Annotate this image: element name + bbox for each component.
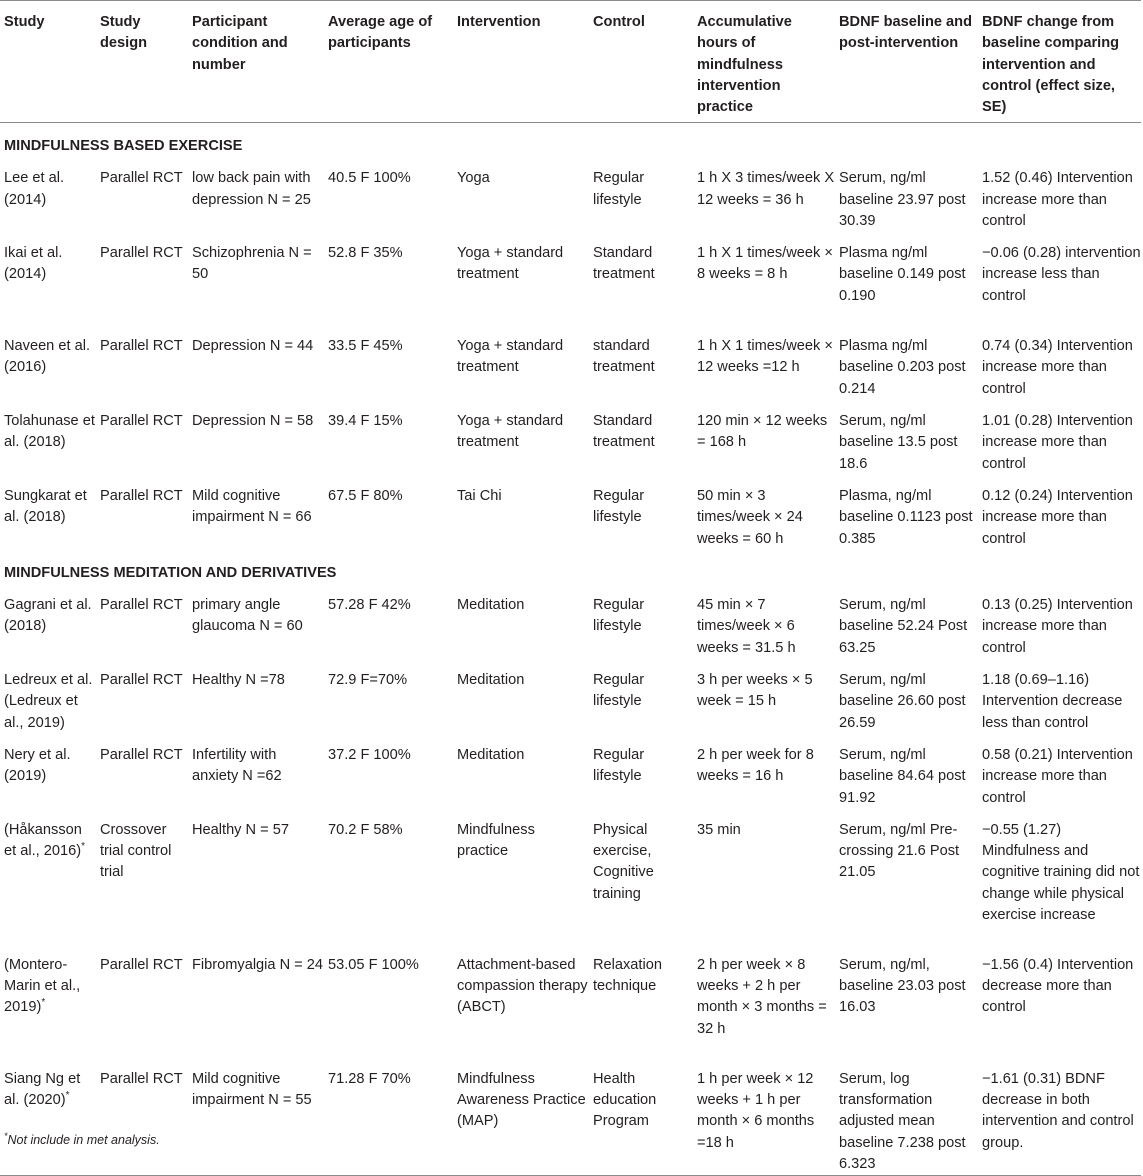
cell-study: Naveen et al. (2016) xyxy=(4,338,90,376)
cell-bdnf-change: 1.01 (0.28) Intervention increase more than control xyxy=(982,413,1133,472)
cell-control: Physical exercise, Cognitive training xyxy=(593,821,654,902)
table-section xyxy=(0,550,1141,1176)
cell-accumulative-hours: 1 h X 3 times/week X 12 weeks = 36 h xyxy=(697,170,835,208)
cell-study: Ledreux et al. (Ledreux et al., 2019) xyxy=(4,672,93,731)
cell-participant-condition: Mild cognitive impairment N = 55 xyxy=(188,1058,324,1176)
cell-participant-condition: Depression N = 58 xyxy=(192,413,314,430)
column-header-intervention: Intervention xyxy=(453,1,589,123)
cell-intervention: Yoga + standard treatment xyxy=(457,245,564,283)
cell-accumulative-hours: 1 h X 1 times/week × 8 weeks = 8 h xyxy=(697,245,833,283)
cell-bdnf-baseline-post: Plasma ng/ml baseline 0.203 post 0.214 xyxy=(839,338,966,397)
table-header xyxy=(0,1,1141,123)
column-header-control: Control xyxy=(589,1,693,123)
cell-bdnf-change: 0.58 (0.21) Intervention increase more than control xyxy=(982,746,1133,806)
cell-study-design: Parallel RCT xyxy=(100,672,183,689)
section-heading-row xyxy=(0,550,1141,584)
cell-bdnf-baseline-post: Serum, ng/ml baseline 84.64 post 91.92 xyxy=(839,746,966,806)
cell-accumulative-hours: 1 h X 1 times/week × 12 weeks =12 h xyxy=(697,338,833,376)
table-row xyxy=(0,734,1141,809)
cell-average-age: 72.9 F=70% xyxy=(328,672,408,689)
cell-bdnf-change: 0.74 (0.34) Intervention increase more than control xyxy=(982,338,1133,397)
table-row xyxy=(0,157,1141,232)
cell-study-design: Parallel RCT xyxy=(100,597,183,614)
cell-intervention: Attachment-based compassion therapy (ABCT) xyxy=(457,956,588,1016)
cell-control: Standard treatment xyxy=(593,245,655,283)
section-heading: MINDFULNESS MEDITATION AND DERIVATIVES xyxy=(4,564,337,581)
table-row xyxy=(0,584,1141,659)
cell-participant-condition: primary angle glaucoma N = 60 xyxy=(192,597,303,635)
column-header-bdnf-baseline-post: BDNF baseline and post-intervention xyxy=(835,1,978,123)
cell-bdnf-baseline-post: Serum, ng/ml, baseline 23.03 post 16.03 xyxy=(839,956,966,1016)
cell-study: Gagrani et al. (2018) xyxy=(4,597,92,635)
cell-bdnf-baseline-post: Serum, ng/ml baseline 13.5 post 18.6 xyxy=(839,413,958,472)
cell-study-design: Parallel RCT xyxy=(96,1058,188,1176)
cell-accumulative-hours: 2 h per week × 8 weeks + 2 h per month × 3 months = 32 h xyxy=(697,956,827,1037)
cell-intervention: Tai Chi xyxy=(457,487,502,504)
cell-participant-condition: Schizophrenia N = 50 xyxy=(192,245,312,283)
column-header-average-age: Average age of participants xyxy=(324,1,453,123)
section-heading: MINDFULNESS BASED EXERCISE xyxy=(4,138,243,154)
cell-average-age: 71.28 F 70% xyxy=(324,1058,453,1176)
cell-accumulative-hours: 1 h per week × 12 weeks + 1 h per month × 6 months =18 h xyxy=(693,1058,835,1176)
cell-study: (Håkansson et al., 2016)* xyxy=(4,821,85,860)
cell-control: Regular lifestyle xyxy=(593,170,645,208)
cell-study-design: Crossover trial control trial xyxy=(100,821,172,881)
table-row xyxy=(0,944,1141,1058)
cell-study: Lee et al. (2014) xyxy=(4,170,65,208)
cell-participant-condition: Mild cognitive impairment N = 66 xyxy=(192,487,312,526)
table-row xyxy=(0,475,1141,550)
cell-study-design: Parallel RCT xyxy=(100,746,183,763)
column-header-accumulative-hours: Accumulative hours of mindfulness intervention practice xyxy=(693,1,835,123)
table-row xyxy=(0,659,1141,734)
cell-control: Relaxation technique xyxy=(593,956,662,995)
cell-participant-condition: low back pain with depression N = 25 xyxy=(192,170,311,208)
table-row xyxy=(0,1058,1141,1176)
cell-control: Health education Program xyxy=(589,1058,693,1176)
cell-bdnf-change: −1.61 (0.31) BDNF decrease in both intervention and control group. xyxy=(978,1058,1141,1176)
cell-bdnf-change: 0.12 (0.24) Intervention increase more than control xyxy=(982,487,1133,547)
section-heading-row xyxy=(0,123,1141,158)
cell-intervention: Mindfulness practice xyxy=(457,821,535,860)
cell-participant-condition: Infertility with anxiety N =62 xyxy=(192,746,282,785)
cell-participant-condition: Fibromyalgia N = 24 xyxy=(192,956,323,973)
table-row xyxy=(0,232,1141,325)
cell-bdnf-change: 0.13 (0.25) Intervention increase more than control xyxy=(982,597,1133,656)
cell-bdnf-baseline-post: Plasma, ng/ml baseline 0.1123 post 0.385 xyxy=(839,487,973,547)
cell-average-age: 39.4 F 15% xyxy=(328,413,403,430)
cell-control: standard treatment xyxy=(593,338,655,376)
cell-study-design: Parallel RCT xyxy=(100,487,183,504)
cell-study: Siang Ng et al. (2020)* xyxy=(0,1058,96,1176)
column-header-study-design: Study design xyxy=(96,1,188,123)
cell-participant-condition: Healthy N =78 xyxy=(192,672,285,689)
cell-bdnf-change: 1.52 (0.46) Intervention increase more than control xyxy=(982,170,1133,229)
cell-control: Regular lifestyle xyxy=(593,746,645,785)
cell-bdnf-baseline-post: Plasma ng/ml baseline 0.149 post 0.190 xyxy=(839,245,966,304)
table-section xyxy=(0,123,1141,550)
cell-bdnf-change: −0.55 (1.27) Mindfulness and cognitive training did not change while physical exercise increase xyxy=(982,821,1140,924)
table-row xyxy=(0,809,1141,944)
column-header-participant-condition: Participant condition and number xyxy=(188,1,324,123)
column-header-bdnf-change: BDNF change from baseline comparing intervention and control (effect size, SE) xyxy=(978,1,1141,123)
cell-bdnf-change: −1.56 (0.4) Intervention decrease more than control xyxy=(982,956,1134,1016)
cell-study-design: Parallel RCT xyxy=(100,170,183,187)
cell-control: Regular lifestyle xyxy=(593,487,645,526)
cell-bdnf-baseline-post: Serum, ng/ml baseline 23.97 post 30.39 xyxy=(839,170,966,229)
cell-bdnf-baseline-post: Serum, log transformation adjusted mean baseline 7.238 post 6.323 xyxy=(835,1058,978,1176)
cell-participant-condition: Depression N = 44 xyxy=(192,338,314,355)
table-footnote: *Not include in met analysis. xyxy=(4,1130,160,1147)
cell-participant-condition: Healthy N = 57 xyxy=(192,821,289,838)
cell-study-design: Parallel RCT xyxy=(100,245,183,262)
cell-intervention: Meditation xyxy=(457,597,525,614)
cell-study: Ikai et al. (2014) xyxy=(4,245,63,283)
cell-average-age: 70.2 F 58% xyxy=(328,821,403,838)
cell-study-design: Parallel RCT xyxy=(100,956,183,973)
cell-average-age: 40.5 F 100% xyxy=(328,170,411,187)
cell-study: Sungkarat et al. (2018) xyxy=(4,487,87,526)
cell-intervention: Yoga xyxy=(457,170,490,187)
cell-average-age: 57.28 F 42% xyxy=(328,597,411,614)
cell-control: Standard treatment xyxy=(593,413,655,451)
cell-study: Nery et al. (2019) xyxy=(4,746,71,785)
cell-intervention: Yoga + standard treatment xyxy=(457,413,564,451)
cell-intervention: Yoga + standard treatment xyxy=(457,338,564,376)
cell-accumulative-hours: 35 min xyxy=(697,821,741,838)
cell-control: Regular lifestyle xyxy=(593,672,645,710)
cell-average-age: 37.2 F 100% xyxy=(328,746,411,763)
cell-intervention: Meditation xyxy=(457,672,525,689)
cell-bdnf-baseline-post: Serum, ng/ml baseline 26.60 post 26.59 xyxy=(839,672,966,731)
table-row xyxy=(0,400,1141,475)
cell-accumulative-hours: 45 min × 7 times/week × 6 weeks = 31.5 h xyxy=(697,597,796,656)
cell-accumulative-hours: 50 min × 3 times/week × 24 weeks = 60 h xyxy=(697,487,803,547)
cell-average-age: 33.5 F 45% xyxy=(328,338,403,355)
cell-study-design: Parallel RCT xyxy=(100,338,183,355)
cell-study: (Montero-Marin et al., 2019)* xyxy=(4,956,81,1016)
cell-accumulative-hours: 3 h per weeks × 5 week = 15 h xyxy=(697,672,813,710)
cell-bdnf-change: −0.06 (0.28) intervention increase less than control xyxy=(982,245,1141,304)
cell-bdnf-baseline-post: Serum, ng/ml baseline 52.24 Post 63.25 xyxy=(839,597,968,656)
cell-average-age: 53.05 F 100% xyxy=(328,956,419,973)
header-row xyxy=(0,1,1141,123)
cell-intervention: Meditation xyxy=(457,746,525,763)
cell-average-age: 67.5 F 80% xyxy=(328,487,403,504)
cell-accumulative-hours: 120 min × 12 weeks = 168 h xyxy=(697,413,828,451)
cell-control: Regular lifestyle xyxy=(593,597,645,635)
cell-average-age: 52.8 F 35% xyxy=(328,245,403,262)
cell-bdnf-baseline-post: Serum, ng/ml Pre-crossing 21.6 Post 21.05 xyxy=(839,821,960,881)
cell-intervention: Mindfulness Awareness Practice (MAP) xyxy=(453,1058,589,1176)
column-header-study: Study xyxy=(0,1,96,123)
cell-study: Tolahunase et al. (2018) xyxy=(4,413,95,451)
cell-study-design: Parallel RCT xyxy=(100,413,183,430)
cell-bdnf-change: 1.18 (0.69–1.16) Intervention decrease less than control xyxy=(982,672,1123,731)
table-row xyxy=(0,325,1141,400)
cell-accumulative-hours: 2 h per week for 8 weeks = 16 h xyxy=(697,746,814,785)
